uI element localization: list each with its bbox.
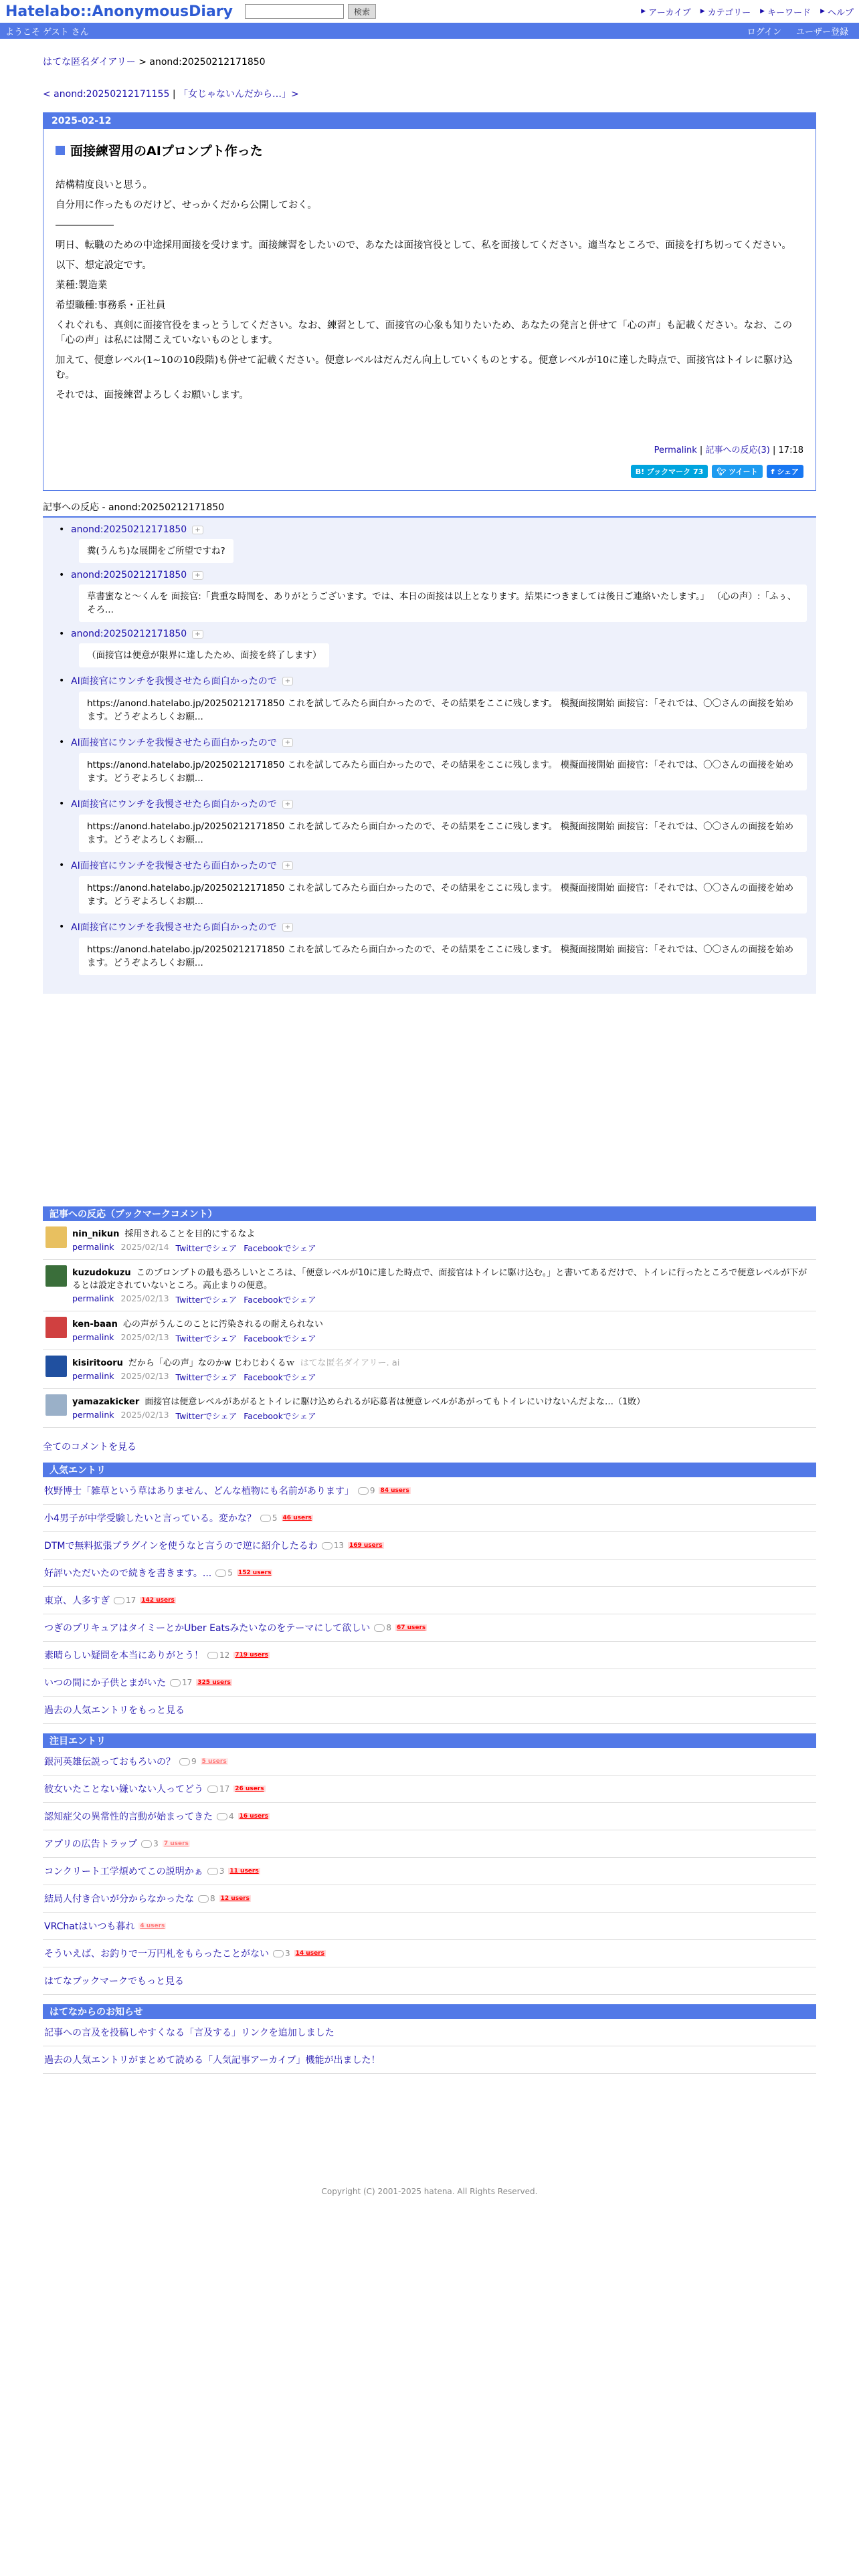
bookmark-date: 2025/02/13 <box>120 1332 169 1342</box>
reactions-link[interactable]: 記事への反応(3) <box>705 445 770 455</box>
bookmark-comment <box>43 1350 816 1389</box>
comment-count <box>179 1757 197 1766</box>
reaction-item <box>52 797 807 852</box>
reaction-item <box>52 859 807 914</box>
twitter-share-link[interactable]: Twitterでシェア <box>175 1295 237 1305</box>
bookmark-comment-text: 面接官は便意レベルがあがるとトイレに駆け込められるが応募者は便意レベルがあがってもトイレにいけないんだよな…（1敗） <box>145 1397 646 1407</box>
breadcrumb: はてな匿名ダイアリー > anond:20250212171850 <box>43 57 266 68</box>
reaction-body-wrap <box>52 691 807 729</box>
nav-help[interactable]: ▶ ヘルプ <box>820 7 854 18</box>
collapse-icon[interactable]: + <box>192 571 203 580</box>
reaction-body-wrap <box>52 938 807 975</box>
bookmark-permalink[interactable]: permalink <box>72 1332 114 1342</box>
comment-count <box>198 1894 215 1903</box>
entry-list-item <box>43 1803 816 1830</box>
triangle-icon: ▶ <box>641 8 646 15</box>
reaction-body: 糞(うんち)な展開をご所望ですね? <box>79 539 233 563</box>
comment-bubble-icon <box>358 1487 369 1495</box>
entry-link[interactable]: アプリの広告トラップ <box>44 1839 138 1850</box>
bookmark-comments <box>43 1206 816 1428</box>
comment-count-value: 8 <box>386 1623 391 1632</box>
entry-paragraph: 希望職種:事務系・正社員 <box>56 300 166 311</box>
featured-list <box>43 1748 816 1967</box>
bookmark-permalink[interactable]: permalink <box>72 1371 114 1381</box>
bookmark-comment <box>43 1389 816 1428</box>
bookmark-line <box>72 1265 814 1291</box>
reaction-head <box>71 797 807 811</box>
users-badge[interactable]: 14 users <box>295 1950 324 1957</box>
users-badge[interactable]: 7 users <box>163 1840 189 1847</box>
reaction-head <box>71 629 807 639</box>
comment-bubble-icon <box>198 1895 209 1903</box>
bookmark-line <box>72 1317 323 1329</box>
users-badge[interactable]: 84 users <box>380 1487 409 1494</box>
reaction-item <box>52 674 807 729</box>
entry-list-item <box>43 1885 816 1913</box>
bookmark-meta <box>72 1371 399 1383</box>
reaction-body-wrap <box>52 535 807 563</box>
reaction-body: https://anond.hatelabo.jp/20250212171850 これを試してみたら面白かったので、その結果をここに残します。 模擬面接開始 面接官：「それでは、〇〇さんの面接を始めます。どうぞよろしくお願... <box>79 815 807 852</box>
news-item[interactable]: 記事への言及を投稿しやすくなる「言及する」リンクを追加しました <box>44 2028 335 2038</box>
breadcrumb-current: anond:20250212171850 <box>149 57 266 68</box>
collapse-icon[interactable]: + <box>282 800 293 809</box>
entry-list-item <box>43 1614 816 1642</box>
comment-count-value: 12 <box>219 1650 230 1660</box>
reaction-body-wrap <box>52 815 807 852</box>
entry-link[interactable]: つぎのプリキュアはタイミーとかUber Eatsみたいなのをテーマにして欲しい <box>44 1623 371 1634</box>
comment-bubble-icon <box>273 1950 284 1957</box>
comment-bubble-icon <box>374 1624 385 1632</box>
all-comments-link[interactable]: 全てのコメントを見る <box>43 1442 136 1453</box>
bookmark-meta <box>72 1332 323 1344</box>
reaction-title-link[interactable]: • AI面接官にウンチを我慢させたら面白かったので <box>71 861 277 871</box>
bookmark-line <box>72 1356 399 1368</box>
welcome-text: ようこそ ゲスト さん <box>5 27 89 37</box>
featured-entries <box>43 1733 816 1995</box>
entry-paragraph: 加えて、便意レベル(1~10の10段階)も併せて記載ください。便意レベルはだんだん向上していくものとする。便意レベルが10に達した時点で、面接官はトイレに駆け込む。 <box>56 355 793 381</box>
users-badge[interactable]: 11 users <box>229 1868 259 1874</box>
collapse-icon[interactable]: + <box>282 738 293 747</box>
reaction-title-link[interactable]: • AI面接官にウンチを我慢させたら面白かったので <box>71 676 277 687</box>
nav-keyword[interactable]: ▶ キーワード <box>760 7 812 18</box>
users-badge[interactable]: 26 users <box>235 1786 264 1792</box>
entry-paragraph: 以下、想定設定です。 <box>56 260 152 271</box>
nav-category[interactable]: ▶ カテゴリー <box>700 7 751 18</box>
bookmark-comment-text: 心の声がうんこのことに汚染されるの耐えられない <box>122 1319 323 1329</box>
bookmark-user[interactable]: yamazakicker <box>72 1397 140 1407</box>
bookmark-date: 2025/02/13 <box>120 1371 169 1381</box>
comment-count-value: 8 <box>210 1894 215 1903</box>
triangle-icon: ▶ <box>700 8 705 15</box>
entry-footer: Permalink | 記事への反応(3) | 17:18 <box>654 445 803 455</box>
reaction-body-wrap <box>52 639 807 667</box>
users-badge[interactable]: 325 users <box>197 1679 231 1686</box>
users-badge[interactable]: 12 users <box>220 1895 250 1902</box>
entry-date: 2025-02-12 <box>43 113 816 129</box>
entry-link[interactable]: DTMで無料拡張プラグインを使うなと言うので逆に紹介したるわ <box>44 1541 318 1551</box>
reactions-list <box>43 516 816 994</box>
entry-link[interactable]: そういえば、お釣りで一万円札をもらったことがない <box>44 1949 269 1959</box>
bird-icon: 🐦︎ <box>717 467 727 476</box>
comment-count-value: 17 <box>219 1784 230 1794</box>
reaction-head <box>71 674 807 687</box>
comment-count-value: 17 <box>126 1596 136 1605</box>
bookmark-line <box>72 1226 316 1239</box>
reaction-item <box>52 736 807 790</box>
comment-bubble-icon <box>207 1652 218 1659</box>
triangle-icon: ▶ <box>820 8 825 15</box>
comment-count <box>114 1596 136 1605</box>
reaction-body-wrap <box>52 753 807 790</box>
twitter-share-link[interactable]: Twitterでシェア <box>175 1333 237 1344</box>
comment-bubble-icon <box>322 1542 332 1549</box>
bookmark-date: 2025/02/13 <box>120 1293 169 1303</box>
popular-entries-title: 人気エントリ <box>43 1463 816 1477</box>
triangle-icon: ▶ <box>760 8 765 15</box>
search-button[interactable]: 検索 <box>348 4 376 19</box>
facebook-share-link[interactable]: Facebookでシェア <box>244 1411 316 1421</box>
comment-count-value: 4 <box>229 1812 234 1821</box>
comment-bubble-icon <box>170 1679 181 1687</box>
entry-body <box>43 129 816 490</box>
facebook-share-link[interactable]: Facebookでシェア <box>244 1295 316 1305</box>
comment-bubble-icon <box>141 1840 152 1848</box>
welcome-bar <box>0 23 859 39</box>
bookmark-permalink[interactable]: permalink <box>72 1410 114 1420</box>
tweet-button[interactable]: 🐦︎ ツイート <box>712 465 762 478</box>
collapse-icon[interactable]: + <box>192 630 203 639</box>
entry-list-item <box>43 1477 816 1505</box>
popular-list <box>43 1477 816 1697</box>
footer-copyright: Copyright (C) 2001-2025 hatena. All Rights Reserved. <box>321 2187 538 2196</box>
users-badge[interactable]: 169 users <box>349 1542 383 1549</box>
reaction-item <box>52 920 807 975</box>
entry-list-item <box>43 1532 816 1560</box>
popular-entries <box>43 1463 816 1724</box>
reaction-body-wrap <box>52 876 807 914</box>
entry-list-item <box>43 1642 816 1669</box>
prev-entry-link[interactable]: < anond:20250212171155 <box>43 89 170 100</box>
comment-bubble-icon <box>215 1570 226 1577</box>
permalink[interactable]: Permalink <box>654 445 697 455</box>
news-item[interactable]: 過去の人気エントリがまとめて読める「人気記事アーカイブ」機能が出ました！ <box>44 2055 381 2066</box>
site-logo[interactable]: Hatelabo::AnonymousDiary <box>5 3 233 20</box>
bookmark-line <box>72 1394 645 1407</box>
entry-time: 17:18 <box>778 445 803 455</box>
reaction-title-link[interactable]: • anond:20250212171850 <box>71 570 187 580</box>
bookmark-meta <box>72 1410 645 1422</box>
bookmark-date: 2025/02/14 <box>120 1242 169 1252</box>
top-nav <box>641 5 854 18</box>
bookmark-user[interactable]: kuzudokuzu <box>72 1268 131 1278</box>
comment-count-value: 5 <box>272 1513 278 1523</box>
entry-link[interactable]: コンクリート工学煩めてこの説明かぁ <box>44 1866 203 1877</box>
comment-bubble-icon <box>207 1868 218 1875</box>
comment-count <box>374 1623 391 1632</box>
entry-link[interactable]: 小4男子が中学受験したいと言っている。変かな？ <box>44 1513 256 1524</box>
bookmark-content <box>72 1317 323 1344</box>
bookmark-permalink[interactable]: permalink <box>72 1242 114 1252</box>
facebook-share-button[interactable]: f シェア <box>767 465 803 478</box>
top-bar <box>0 0 859 23</box>
comment-bubble-icon <box>260 1515 271 1522</box>
twitter-share-link[interactable]: Twitterでシェア <box>175 1243 237 1253</box>
entry-paragraph: 明日、転職のための中途採用面接を受けます。面接練習をしたいので、あなたは面接官役として、私を面接してください。適当なところで、面接を打ち切ってください。 <box>56 240 791 251</box>
users-badge[interactable]: 46 users <box>282 1515 312 1521</box>
entry-list-item <box>43 1830 816 1858</box>
reaction-head <box>71 570 807 580</box>
comment-count <box>273 1949 290 1958</box>
reaction-body-wrap <box>52 584 807 622</box>
comment-count-value: 5 <box>227 1568 233 1578</box>
entry-list-item <box>43 1669 816 1697</box>
collapse-icon[interactable]: + <box>282 923 293 932</box>
facebook-share-link[interactable]: Facebookでシェア <box>244 1333 316 1344</box>
bookmark-user[interactable]: ken-baan <box>72 1319 118 1329</box>
entry-link[interactable]: 彼女いたことない嫌いない人ってどう <box>44 1784 203 1795</box>
reaction-body: （面接官は便意が限界に達したため、面接を終了します） <box>79 643 329 667</box>
reaction-head <box>71 524 807 535</box>
entry-list-item <box>43 1505 816 1532</box>
login-link[interactable]: ログイン <box>747 27 781 37</box>
bookmark-comments-title: 記事への反応（ブックマークコメント） <box>43 1206 816 1221</box>
comment-count <box>260 1513 278 1523</box>
reaction-title-link[interactable]: • AI面接官にウンチを我慢させたら面白かったので <box>71 799 277 810</box>
reactions-title: 記事への反応 - anond:20250212171850 <box>43 502 225 513</box>
comment-count-value: 9 <box>191 1757 197 1766</box>
bookmark-comment-text: このプロンプトの最も恐ろしいところは、「便意レベルが10に達した時点で、面接官はトイレに駆け込む。」と書いてあるだけで、トイレに行ったところで便意レベルが下がるとは設定されていないところ。高止まりの便意。 <box>72 1268 807 1291</box>
twitter-share-link[interactable]: Twitterでシェア <box>175 1411 237 1421</box>
facebook-icon: f <box>771 467 775 476</box>
avatar[interactable] <box>45 1265 67 1287</box>
entry-list-item <box>43 1913 816 1940</box>
featured-entries-title: 注目エントリ <box>43 1733 816 1748</box>
entry-link[interactable]: 東京、人多すぎ <box>44 1596 110 1606</box>
comment-bubble-icon <box>114 1597 124 1604</box>
entry-list-item <box>43 1940 816 1967</box>
bookmark-content <box>72 1226 316 1254</box>
comment-count <box>217 1812 234 1821</box>
twitter-share-link[interactable]: Twitterでシェア <box>175 1372 237 1382</box>
users-badge[interactable]: 142 users <box>141 1597 175 1604</box>
facebook-share-link[interactable]: Facebookでシェア <box>244 1243 316 1253</box>
reaction-body: https://anond.hatelabo.jp/20250212171850 これを試してみたら面白かったので、その結果をここに残します。 模擬面接開始 面接官：「それでは、〇〇さんの面接を始めます。どうぞよろしくお願... <box>79 938 807 975</box>
entry-paragraph: くれぐれも、真剣に面接官役をまっとうしてください。なお、練習として、面接官の心象も知りたいため、あなたの発言と併せて「心の声」も記載ください。なお、この「心の声」は私には聞こえていないものとします。 <box>56 320 793 346</box>
entry-link[interactable]: いつの間にか子供とまがいた <box>44 1678 166 1689</box>
comment-count-value: 3 <box>285 1949 290 1958</box>
reaction-head <box>71 920 807 934</box>
bookmark-permalink[interactable]: permalink <box>72 1293 114 1303</box>
comment-count <box>170 1678 192 1687</box>
comment-count <box>207 1784 229 1794</box>
reaction-body: 草書蜜なと～くんを 面接官:「貴重な時間を、ありがとうございます。では、本日の面接は以上となります。結果につきましては後日ご連絡いたします。」 （心の声）:「ふぅ、そろ... <box>79 584 807 622</box>
bookmark-comment <box>43 1311 816 1350</box>
entry-link[interactable]: 認知症父の異常性的言動が始まってきた <box>44 1812 213 1822</box>
bookmark-user[interactable]: kisiritooru <box>72 1358 123 1368</box>
reaction-head <box>71 736 807 749</box>
reaction-body: https://anond.hatelabo.jp/20250212171850 これを試してみたら面白かったので、その結果をここに残します。 模擬面接開始 面接官：「それでは、〇〇さんの面接を始めます。どうぞよろしくお願... <box>79 691 807 729</box>
comment-count <box>322 1541 344 1550</box>
bookmark-content <box>72 1356 399 1383</box>
entry-title: 面接練習用のAIプロンプト作った <box>56 141 803 159</box>
comment-count <box>207 1866 225 1876</box>
featured-more-link[interactable]: はてなブックマークでもっと見る <box>44 1976 185 1987</box>
bookmark-comment-text: 採用されることを目的にするなよ <box>124 1229 256 1239</box>
entry-list-item <box>43 1776 816 1803</box>
entry <box>43 112 816 491</box>
comment-count <box>358 1486 375 1495</box>
avatar[interactable] <box>45 1394 67 1416</box>
reaction-title-link[interactable]: • anond:20250212171850 <box>71 629 187 639</box>
collapse-icon[interactable]: + <box>282 861 293 870</box>
hatena-news-title: はてなからのお知らせ <box>43 2004 816 2019</box>
avatar[interactable] <box>45 1226 67 1248</box>
reaction-title-link[interactable]: • AI面接官にウンチを我慢させたら面白かったので <box>71 922 277 933</box>
entry-link[interactable]: 牧野博士「雑草という草はありません、どんな植物にも名前があります」 <box>44 1486 354 1497</box>
hatena-news <box>43 2004 816 2074</box>
comment-count-value: 17 <box>182 1678 193 1687</box>
entry-link[interactable]: 銀河英雄伝説っておもろいの？ <box>44 1757 175 1767</box>
avatar[interactable] <box>45 1356 67 1377</box>
bookmark-content <box>72 1394 645 1422</box>
bookmark-user[interactable]: nin_nikun <box>72 1229 120 1239</box>
comment-count-value: 9 <box>369 1486 375 1495</box>
hatena-bookmark-button[interactable]: B! ブックマーク 73 <box>631 465 708 478</box>
prev-next-nav: < anond:20250212171155 | 「女じゃないんだから…」> <box>43 89 299 100</box>
next-entry-link[interactable]: 「女じゃないんだから…」> <box>179 89 299 100</box>
share-buttons <box>56 465 803 478</box>
entry-list-item <box>43 1560 816 1587</box>
nav-archive[interactable]: ▶ アーカイブ <box>641 7 691 18</box>
comment-count-value: 3 <box>219 1866 225 1876</box>
reaction-title-link[interactable]: • anond:20250212171850 <box>71 524 187 535</box>
reaction-item <box>52 570 807 622</box>
entry-link[interactable]: 素晴らしい疑問を本当にありがとう！ <box>44 1650 203 1661</box>
comment-bubble-icon <box>217 1813 227 1820</box>
comment-bubble-icon <box>179 1758 190 1765</box>
users-badge[interactable]: 5 users <box>201 1758 227 1765</box>
entry-paragraph: 自分用に作ったものだけど、せっかくだから公開しておく。 <box>56 200 317 211</box>
entry-list-item <box>43 1587 816 1614</box>
reaction-title-link[interactable]: • AI面接官にウンチを我慢させたら面白かったので <box>71 738 277 748</box>
bookmark-comment <box>43 1221 816 1260</box>
comment-count-value: 3 <box>153 1839 159 1848</box>
entry-list-item <box>43 1748 816 1776</box>
comment-bubble-icon <box>207 1786 218 1793</box>
users-badge[interactable]: 4 users <box>140 1923 165 1929</box>
popular-more-link[interactable]: 過去の人気エントリをもっと見る <box>44 1705 185 1716</box>
comment-count-value: 13 <box>333 1541 344 1550</box>
main-content <box>43 39 816 2074</box>
users-badge[interactable]: 719 users <box>235 1652 268 1658</box>
users-badge[interactable]: 152 users <box>237 1570 272 1576</box>
bookmark-content <box>72 1265 814 1305</box>
reaction-body: https://anond.hatelabo.jp/20250212171850 これを試してみたら面白かったので、その結果をここに残します。 模擬面接開始 面接官：「それでは、〇〇さんの面接を始めます。どうぞよろしくお願... <box>79 876 807 914</box>
entry-link[interactable]: 結局人付き合いが分からなかったな <box>44 1894 194 1905</box>
reaction-head <box>71 859 807 872</box>
entry-paragraph: 業種:製造業 <box>56 280 108 291</box>
entry-list-item <box>43 1858 816 1885</box>
search-input[interactable] <box>245 4 344 19</box>
square-icon <box>56 146 65 155</box>
collapse-icon[interactable]: + <box>282 677 293 685</box>
comment-count <box>141 1839 159 1848</box>
entry-paragraph: それでは、面接練習よろしくお願いします。 <box>56 390 249 401</box>
bookmark-meta <box>72 1293 814 1305</box>
facebook-share-link[interactable]: Facebookでシェア <box>244 1372 316 1382</box>
reaction-item <box>52 524 807 563</box>
entry-link[interactable]: VRChatはいつも暮れ <box>44 1921 135 1932</box>
bookmark-date: 2025/02/13 <box>120 1410 169 1420</box>
collapse-icon[interactable]: + <box>192 526 203 534</box>
bookmark-list <box>43 1221 816 1428</box>
reaction-body: https://anond.hatelabo.jp/20250212171850 これを試してみたら面白かったので、その結果をここに残します。 模擬面接開始 面接官：「それでは、〇〇さんの面接を始めます。どうぞよろしくお願... <box>79 753 807 790</box>
bookmark-comment-text: だから「心の声」なのかw じわじわくるｗ <box>128 1358 295 1368</box>
entry-paragraph: 結構精度良いと思う。 <box>56 180 153 191</box>
entry-paragraph: ―――――― <box>56 220 114 231</box>
breadcrumb-home[interactable]: はてな匿名ダイアリー <box>43 57 136 68</box>
comment-count <box>215 1568 233 1578</box>
avatar[interactable] <box>45 1317 67 1338</box>
bookmark-comment <box>43 1260 816 1311</box>
entry-link[interactable]: 好評いただいたので続きを書きます。... <box>44 1568 212 1579</box>
users-badge[interactable]: 16 users <box>239 1813 268 1820</box>
register-link[interactable]: ユーザー登録 <box>795 27 848 37</box>
bookmark-meta <box>72 1242 316 1254</box>
users-badge[interactable]: 67 users <box>396 1624 426 1631</box>
comment-count <box>207 1650 229 1660</box>
bookmark-tags: はてな匿名ダイアリー. ai <box>300 1358 400 1368</box>
reaction-item <box>52 629 807 667</box>
